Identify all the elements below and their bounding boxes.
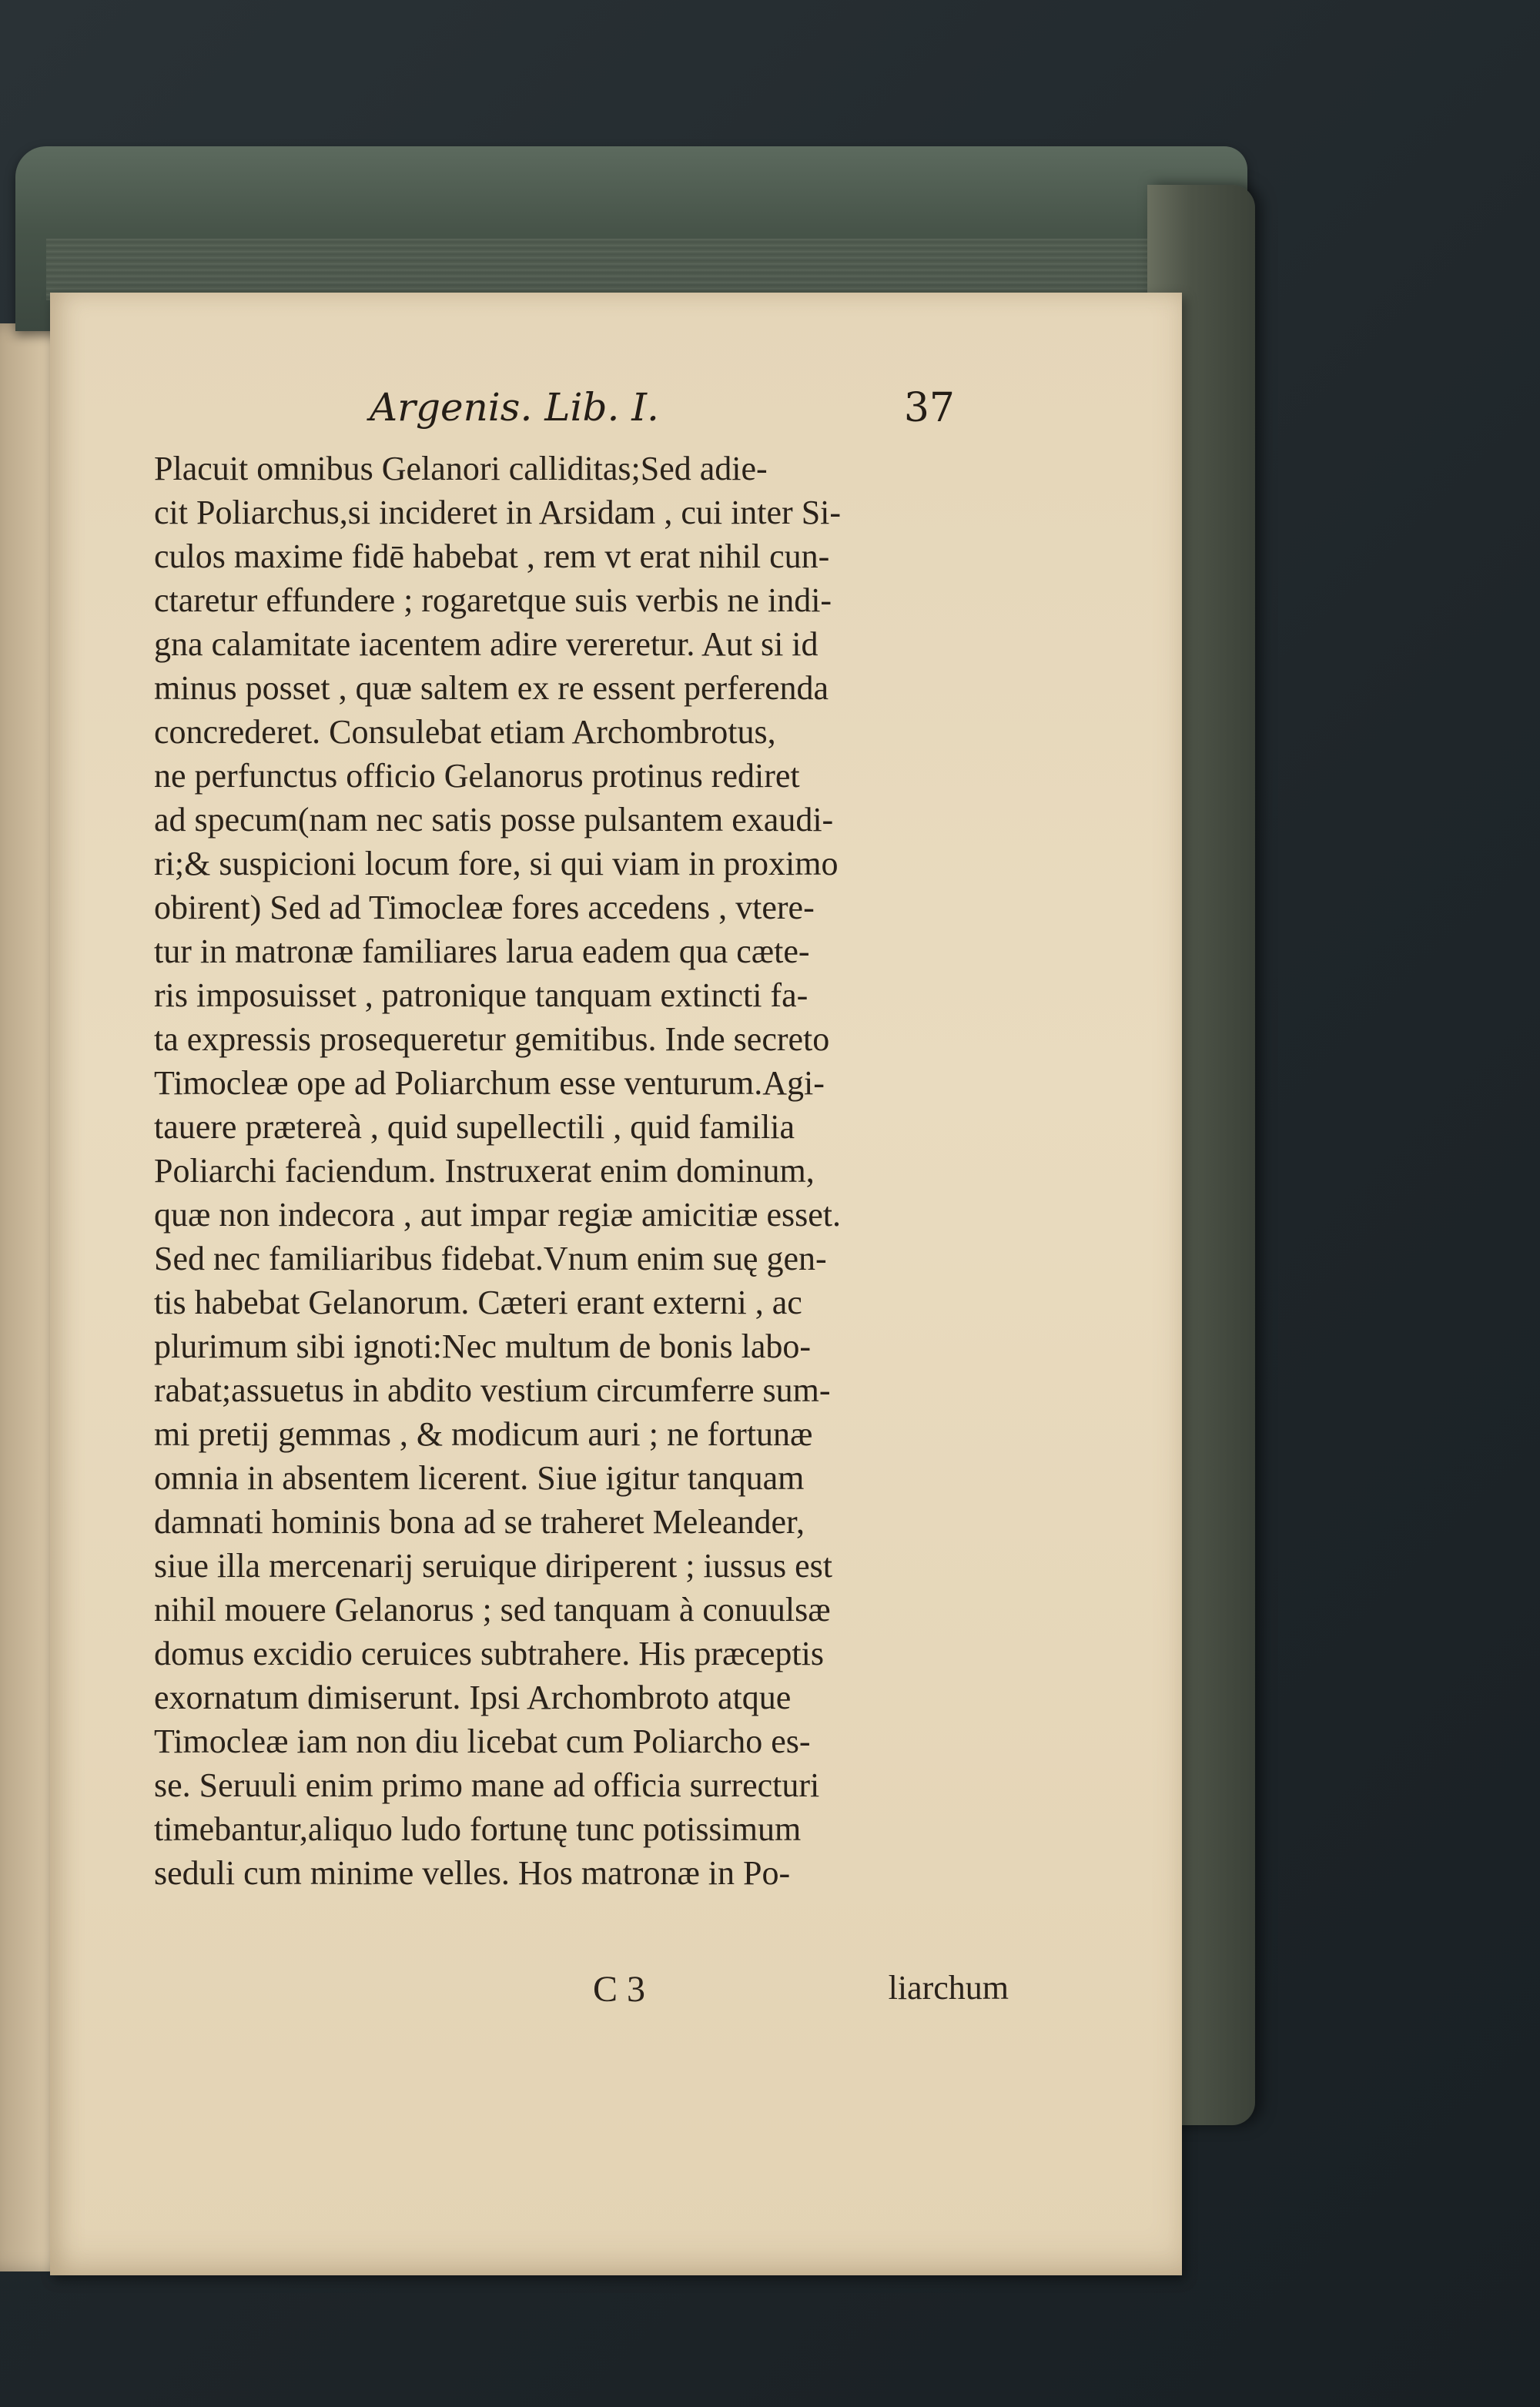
text-line: minus posset , quæ saltem ex re essent perferenda (154, 669, 829, 707)
text-line: Sed nec familiaribus fidebat.Vnum enim suę gen- (154, 1240, 827, 1277)
text-line: siue illa mercenarij seruique diriperent ; iussus est (154, 1547, 832, 1585)
page-header (370, 385, 955, 447)
text-line: damnati hominis bona ad se traheret Meleander, (154, 1503, 805, 1541)
text-line: Poliarchi faciendum. Instruxerat enim dominum, (154, 1152, 815, 1190)
text-line: tauere prætereà , quid supellectili , quid familia (154, 1108, 795, 1146)
text-line: concrederet. Consulebat etiam Archombrotus, (154, 713, 776, 751)
signature-mark: C 3 (593, 1969, 646, 2010)
text-line: exornatum dimiserunt. Ipsi Archombroto atque (154, 1679, 792, 1716)
text-line: Timocleæ ope ad Poliarchum esse venturum.Agi- (154, 1064, 825, 1102)
text-line: mi pretij gemmas , & modicum auri ; ne fortunæ (154, 1415, 813, 1453)
text-line: domus excidio ceruices subtrahere. His præceptis (154, 1635, 824, 1672)
text-line: tis habebat Gelanorum. Cæteri erant externi , ac (154, 1284, 802, 1321)
text-line: plurimum sibi ignoti:Nec multum de bonis labo- (154, 1327, 812, 1365)
text-line: se. Seruuli enim primo mane ad officia surrecturi (154, 1766, 820, 1804)
running-title: Argenis. Lib. I. (370, 385, 659, 430)
text-line: gna calamitate iacentem adire vereretur. Aut si id (154, 625, 819, 663)
text-line: ri;& suspicioni locum fore, si qui viam in proximo (154, 845, 839, 882)
text-line: rabat;assuetus in abdito vestium circumferre sum- (154, 1371, 831, 1409)
text-line: quæ non indecora , aut impar regiæ amicitiæ esset. (154, 1196, 842, 1234)
text-line: omnia in absentem licerent. Siue igitur tanquam (154, 1459, 805, 1497)
body-text (154, 447, 993, 1895)
text-line: ris imposuisset , patronique tanquam extincti fa- (154, 976, 808, 1014)
text-line: obirent) Sed ad Timocleæ fores accedens , vtere- (154, 889, 815, 926)
text-line: Timocleæ iam non diu licebat cum Poliarcho es- (154, 1722, 811, 1760)
text-line: culos maxime fidē habebat , rem vt erat nihil cun- (154, 537, 830, 575)
text-line: nihil mouere Gelanorus ; sed tanquam à conuulsæ (154, 1591, 831, 1629)
text-line: ta expressis prosequeretur gemitibus. Inde secreto (154, 1020, 830, 1058)
page-number: 37 (903, 385, 955, 431)
text-line: cit Poliarchus,si incideret in Arsidam , cui inter Si- (154, 494, 842, 531)
text-line: timebantur,aliquo ludo fortunę tunc potissimum (154, 1810, 802, 1848)
text-line: Placuit omnibus Gelanori calliditas;Sed adie- (154, 450, 768, 487)
text-line: ne perfunctus officio Gelanorus protinus rediret (154, 757, 800, 795)
text-line: tur in matronæ familiares larua eadem qua cæte- (154, 932, 810, 970)
page-footer (593, 1968, 1009, 2022)
text-line: ad specum(nam nec satis posse pulsantem exaudi- (154, 801, 834, 839)
text-line: ctaretur effundere ; rogaretque suis verbis ne indi- (154, 581, 832, 619)
text-line: seduli cum minime velles. Hos matronæ in Po- (154, 1854, 791, 1892)
catchword: liarchum (888, 1969, 1009, 2007)
